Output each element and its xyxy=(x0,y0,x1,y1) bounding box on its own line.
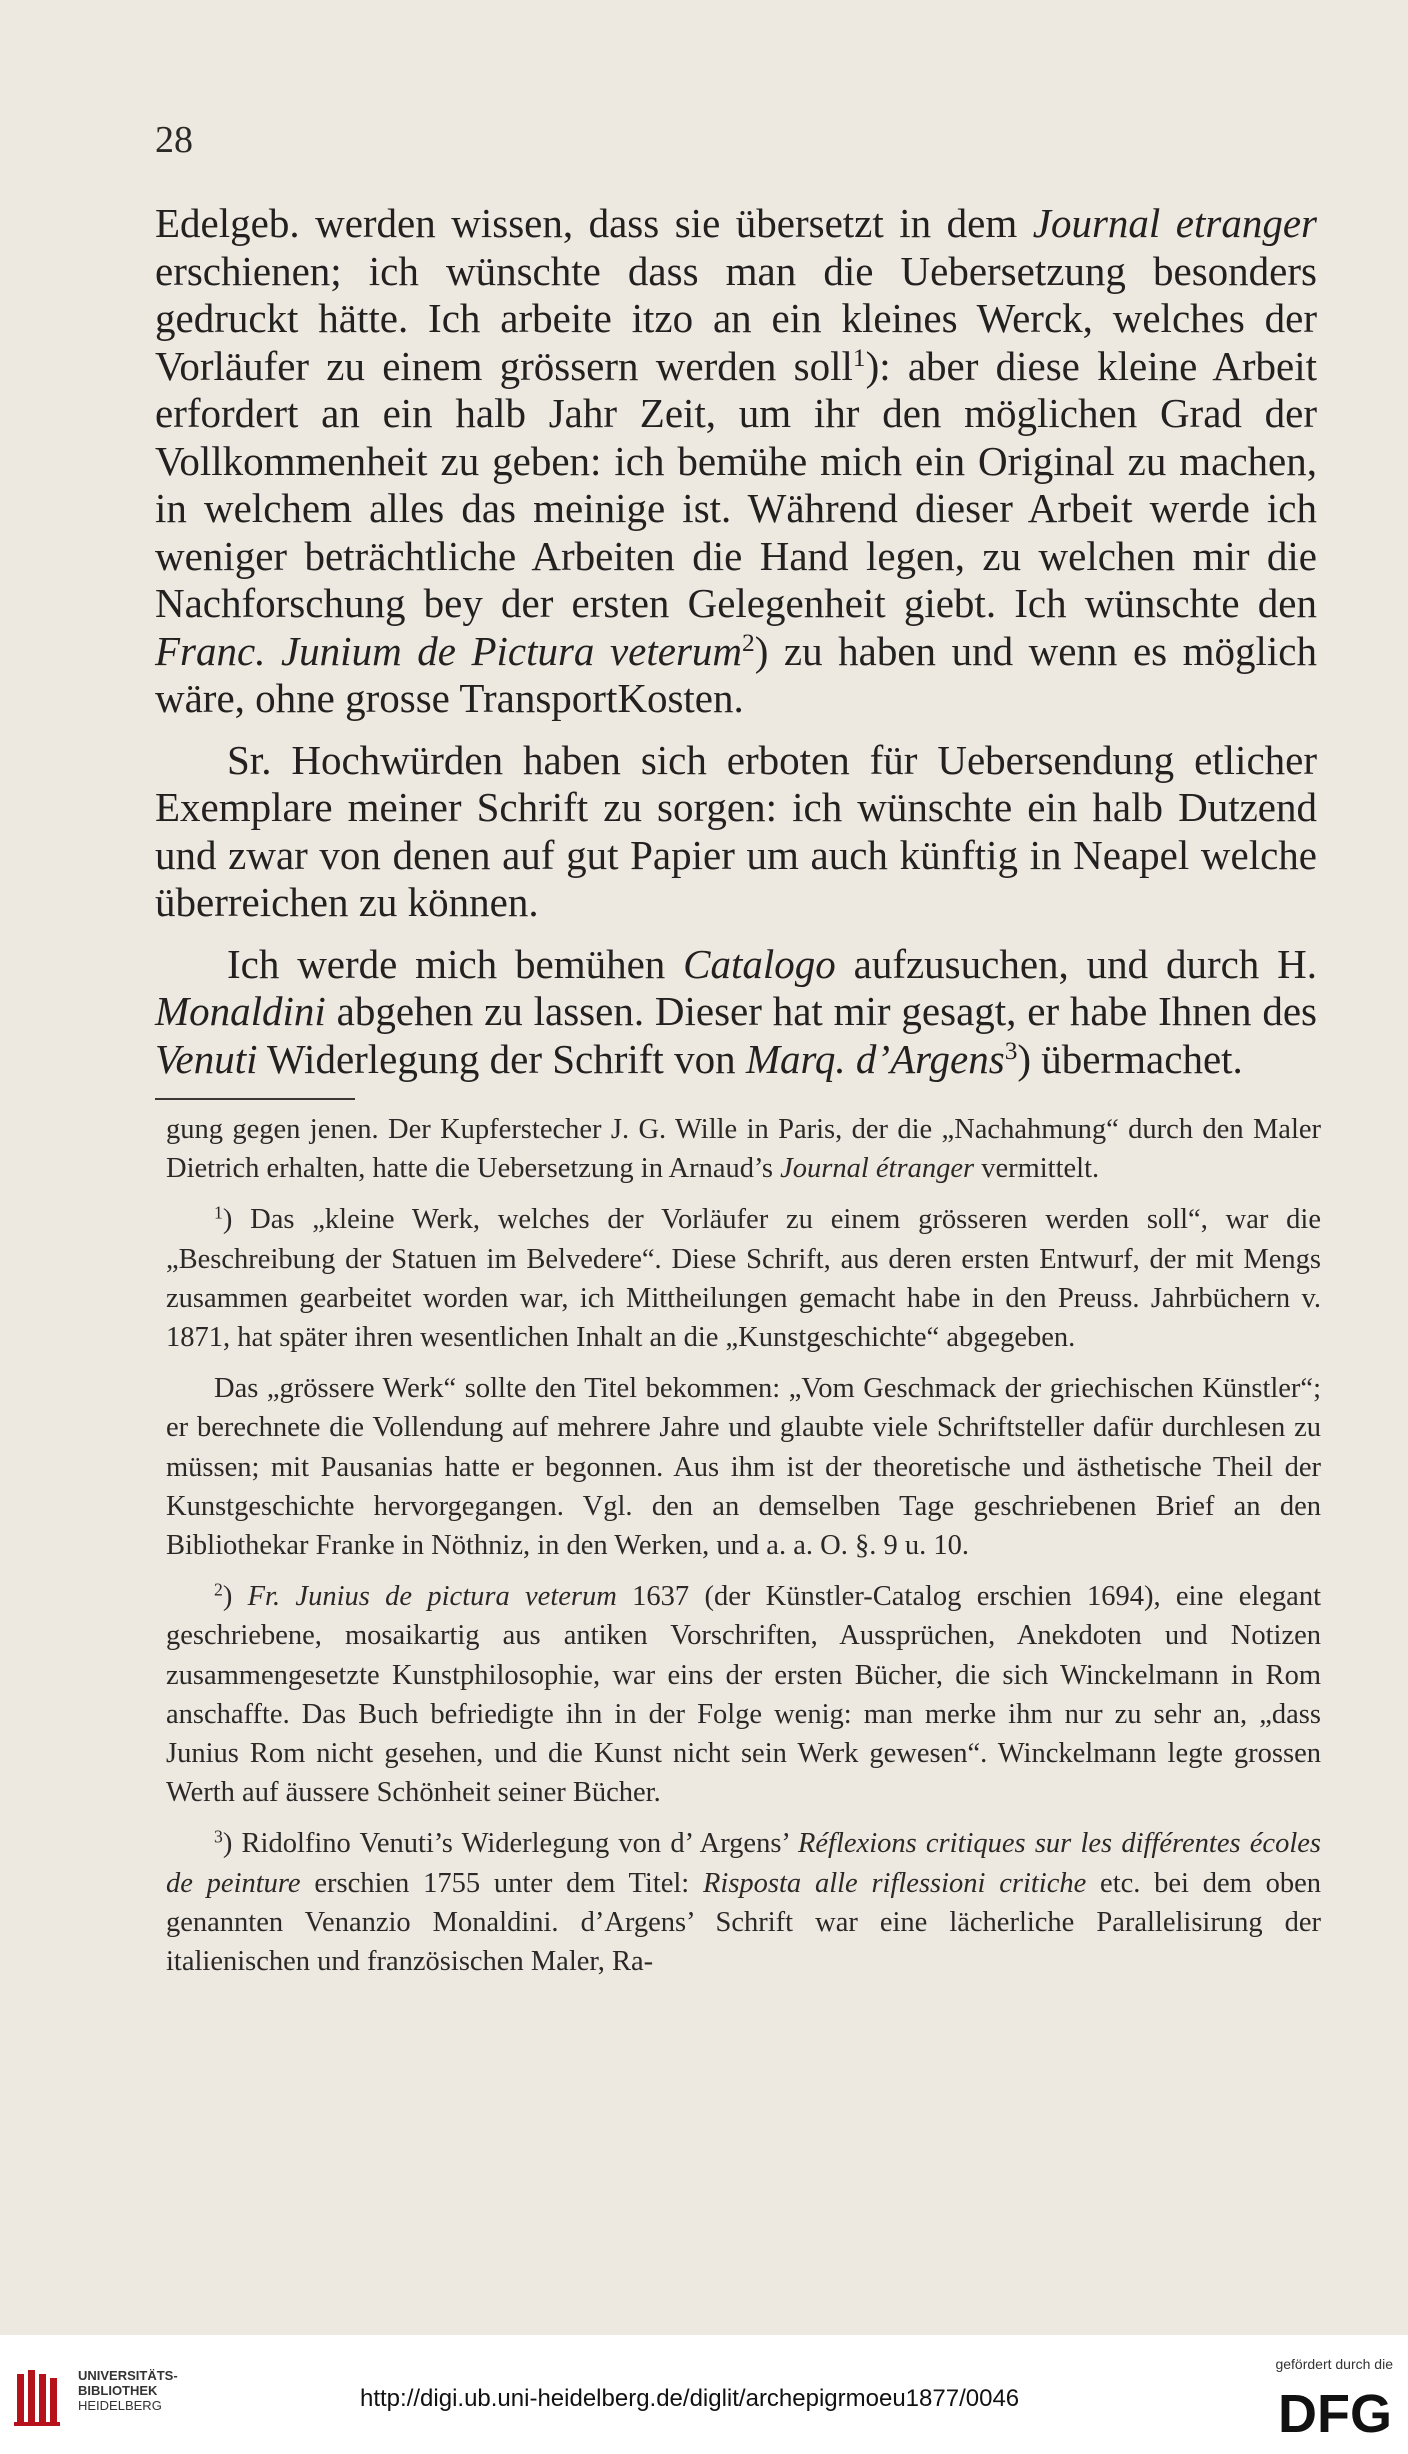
footnote-4: $^2$) Fr. Junius de pictura veterum 1637 (der Künstler-Catalog erschien 1694), eine elegant geschriebene, mosaikartig aus antiken Vorschriften, Aussprüchen, Anekdoten und Notizen zusammengesetzte Kunstphilosophie, war eins der ersten Bücher, die sich Winckelmann in Rom anschaffte. Das Buch befriedigte ihn in der Folge wenig: man merke ihm nur zu sehr an, „dass Junius Rom nicht gesehen, und die Kunst nicht sein Werk gewesen“. Winckelmann legte grossen Werth auf äussere Schönheit seiner Bücher. xyxy=(166,1579,1321,1809)
paragraph-1: Edelgeb. werden wissen, dass sie übersetzt in dem Journal etranger erschienen; ich wünschte dass man die Uebersetzung besonders gedruckt hätte. Ich arbeite itzo an ein kleines Werck, welches der Vorläufer zu einem grössern werden soll$^1$): aber diese kleine Arbeit erfordert an ein halb Jahr Zeit, um ihr den möglichen Grad der Vollkommenheit zu geben: ich bemühe mich ein Original zu machen, in welchem alles das meinige ist. Während dieser Arbeit werde ich weniger beträchtliche Arbeiten die Hand legen, zu welchen mir die Nachforschung bey der ersten Gelegenheit giebt. Ich wünschte den Franc. Junium de Pictura veterum$^2$) zu haben und wenn es möglich wäre, ohne grosse TransportKosten. xyxy=(155,200,1318,721)
footnote-separator xyxy=(155,1098,355,1100)
institution-line-3: HEIDELBERG xyxy=(78,2398,162,2413)
paragraph-2: Sr. Hochwürden haben sich erboten für Uebersendung etlicher Exemplare meiner Schrift zu sorgen: ich wünschte ein halb Dutzend und zwar von denen auf gut Papier um auch künftig in Neapel welche überreichen zu können. xyxy=(155,736,1317,925)
main-text xyxy=(155,200,1317,1097)
dfg-logo-text: DFG xyxy=(1278,2384,1392,2438)
paragraph-3: Ich werde mich bemühen Catalogo aufzusuchen, und durch H. Monaldini abgehen zu lassen. Dieser hat mir gesagt, er habe Ihnen des Venuti Widerlegung der Schrift von Marq. d’Argens$^3$) übermachet. xyxy=(155,940,1317,1082)
institution-line-2: BIBLIOTHEK xyxy=(78,2383,158,2398)
dfg-logo-icon xyxy=(1250,2382,1395,2438)
university-library-logo-icon xyxy=(14,2368,66,2428)
institution-line-1: UNIVERSITÄTS- xyxy=(78,2368,178,2383)
page-number: 28 xyxy=(155,119,193,161)
footnote-2: $^1$) Das „kleine Werk, welches der Vorläufer zu einem grösseren werden soll“, war die „Beschreibung der Statuen im Belvedere“. Diese Schrift, aus deren ersten Entwurf, der mit Mengs zusammen gearbeitet worden war, ich Mittheilungen gemacht habe in den Preuss. Jahrbüchern v. 1871, hat später ihren wesentlichen Inhalt an die „Kunstgeschichte“ abgegeben. xyxy=(166,1202,1321,1354)
footnote-3: Das „grössere Werk“ sollte den Titel bekommen: „Vom Geschmack der griechischen Künstler“; er berechnete die Vollendung auf mehrere Jahre und glaubte viele Schriftsteller dafür durchlesen zu müssen; mit Pausanias hatte er begonnen. Aus ihm ist der theoretische und ästhetische Theil der Kunstgeschichte hervorgegangen. Vgl. den an demselben Tage geschriebenen Brief an den Bibliothekar Franke in Nöthniz, in den Werken, und a. a. O. §. 9 u. 10. xyxy=(166,1373,1321,1562)
footnote-5: $^3$) Ridolfino Venuti’s Widerlegung von d’ Argens’ Réflexions critiques sur les différentes écoles de peinture erschien 1755 unter dem Titel: Risposta alle riflessioni critiche etc. bei dem oben genannten Venanzio Monaldini. d’Argens’ Schrift war eine lächerliche Parallelisirung der italienischen und französischen Maler, Ra- xyxy=(166,1826,1321,1978)
funded-by-label: gefördert durch die xyxy=(1275,2356,1393,2372)
footnotes xyxy=(166,1110,1321,1993)
university-library-name xyxy=(78,2368,178,2413)
footnote-1: gung gegen jenen. Der Kupferstecher J. G. Wille in Paris, der die „Nachahmung“ durch den Maler Dietrich erhalten, hatte die Uebersetzung in Arnaud’s Journal étranger vermittelt. xyxy=(166,1114,1321,1185)
permalink-url[interactable]: http://digi.ub.uni-heidelberg.de/diglit/archepigrmoeu1877/0046 xyxy=(360,2385,1020,2412)
